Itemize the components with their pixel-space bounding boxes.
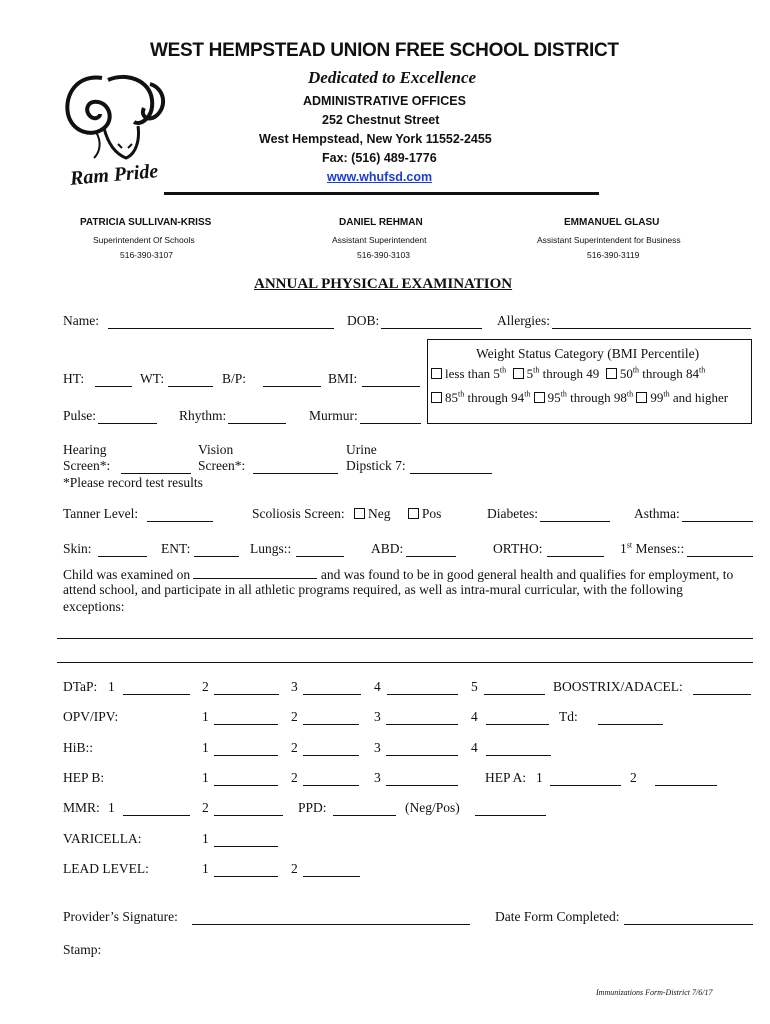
allergies-label: Allergies: (497, 313, 550, 328)
bmi-lt5-checkbox[interactable] (431, 368, 442, 379)
bmi-85-94-checkbox[interactable] (431, 392, 442, 403)
website-link[interactable]: www.whufsd.com (327, 170, 433, 184)
varicella-label: VARICELLA: (63, 831, 142, 846)
weight-row-2 (431, 390, 728, 406)
hib-1-label: 1 (202, 740, 209, 755)
opv-3-field[interactable] (386, 710, 458, 725)
bmi-field[interactable] (362, 372, 420, 387)
ent-field[interactable] (194, 542, 239, 557)
fax: Fax: (516) 489-1776 (322, 151, 437, 165)
abd-label: ABD: (371, 541, 404, 556)
street: 252 Chestnut Street (322, 113, 440, 127)
exam-line-2: attend school, and participate in all athletic programs required, as well as intra-mural curricular, with the following (63, 582, 683, 597)
hepa-2-field[interactable] (655, 771, 717, 786)
lead-2-label: 2 (291, 861, 298, 876)
staff-phone-2: 516-390-3103 (357, 250, 410, 260)
varicella-1-field[interactable] (214, 832, 278, 847)
bmi-label: BMI: (328, 371, 358, 386)
opv-1-label: 1 (202, 709, 209, 724)
lungs-field[interactable] (296, 542, 344, 557)
menses-label (620, 541, 684, 557)
menses-text: Menses:: (635, 541, 685, 556)
lead-2-field[interactable] (303, 862, 360, 877)
weight-box-title: Weight Status Category (BMI Percentile) (476, 346, 700, 361)
ram-logo (58, 66, 170, 190)
wt-label: WT: (140, 371, 165, 386)
bmi-opt3a: 50 (619, 366, 633, 381)
hepa-1-field[interactable] (550, 771, 621, 786)
staff-title-2: Assistant Superintendent (332, 235, 427, 245)
hib-3-label: 3 (374, 740, 381, 755)
dtap-4-field[interactable] (387, 680, 458, 695)
td-label: Td: (559, 709, 578, 724)
hepa-2-label: 2 (630, 770, 637, 785)
lungs-label: Lungs:: (250, 541, 292, 556)
bmi-opt1-label: less than 5 (445, 366, 500, 381)
bmi-opt2a: 5 (526, 366, 534, 381)
mmr-1-label: 1 (108, 800, 115, 815)
exam-line-3: exceptions: (63, 599, 125, 614)
dtap-5-field[interactable] (484, 680, 545, 695)
weight-row-1 (431, 366, 705, 382)
staff-title-3: Assistant Superintendent for Business (537, 235, 681, 245)
staff-phone-1: 516-390-3107 (120, 250, 173, 260)
urine-label: Urine (346, 442, 377, 457)
tanner-label: Tanner Level: (63, 506, 139, 521)
exceptions-line-1[interactable] (57, 638, 753, 639)
opv-4-field[interactable] (486, 710, 549, 725)
pulse-field[interactable] (98, 409, 157, 424)
mmr-2-field[interactable] (214, 801, 283, 816)
sup: th (524, 389, 531, 399)
hepb-1-field[interactable] (214, 771, 278, 786)
footer-note: Immunizations Form-District 7/6/17 (596, 988, 713, 997)
hib-1-field[interactable] (214, 741, 278, 756)
record-note: *Please record test results (63, 475, 203, 490)
bmi-opt4b: through 94 (467, 390, 525, 405)
bmi-50-84-checkbox[interactable] (606, 368, 617, 379)
exam-date-field[interactable] (193, 566, 317, 579)
sup: th (632, 365, 640, 375)
scoliosis-label: Scoliosis Screen: (252, 506, 345, 521)
bmi-opt5b: through 98 (570, 390, 627, 405)
bmi-opt2b: through 49 (542, 366, 600, 381)
rhythm-field[interactable] (228, 409, 286, 424)
dtap-label: DTaP: (63, 679, 98, 694)
date-completed-label: Date Form Completed: (495, 909, 620, 924)
hib-4-label: 4 (471, 740, 478, 755)
mmr-1-field[interactable] (123, 801, 190, 816)
dtap-2-label: 2 (202, 679, 209, 694)
staff-name-3: EMMANUEL GLASU (564, 217, 660, 228)
vision-label: Vision (198, 442, 234, 457)
opv-2-label: 2 (291, 709, 298, 724)
logo-text: Ram Pride (69, 160, 160, 190)
dtap-1-field[interactable] (123, 680, 190, 695)
sup: th (626, 389, 634, 399)
ortho-label: ORTHO: (493, 541, 543, 556)
sup: th (699, 365, 706, 375)
boostrix-field[interactable] (693, 680, 751, 695)
district-title: WEST HEMPSTEAD UNION FREE SCHOOL DISTRICT (150, 40, 619, 61)
urine-dipstick-label: Dipstick 7: (346, 458, 406, 473)
asthma-field[interactable] (682, 507, 753, 522)
boostrix-label: BOOSTRIX/ADACEL: (553, 679, 683, 694)
sup: th (499, 365, 507, 375)
varicella-1-label: 1 (202, 831, 209, 846)
skin-field[interactable] (98, 542, 147, 557)
hepb-3-label: 3 (374, 770, 381, 785)
ent-label: ENT: (161, 541, 191, 556)
td-field[interactable] (598, 710, 663, 725)
motto: Dedicated to Excellence (308, 68, 477, 87)
bmi-99-checkbox[interactable] (636, 392, 647, 403)
dob-field[interactable] (381, 314, 482, 329)
hib-2-label: 2 (291, 740, 298, 755)
dob-label: DOB: (347, 313, 380, 328)
opv-3-label: 3 (374, 709, 381, 724)
dtap-3-label: 3 (291, 679, 298, 694)
dtap-3-field[interactable] (303, 680, 361, 695)
menses-field[interactable] (687, 542, 753, 557)
ppd-label: PPD: (298, 800, 327, 815)
city: West Hempstead, New York 11552-2455 (259, 132, 492, 146)
sup: th (458, 389, 465, 399)
rhythm-label: Rhythm: (179, 408, 227, 423)
bp-label: B/P: (222, 371, 247, 386)
diabetes-label: Diabetes: (487, 506, 538, 521)
hepa-1-label: 1 (536, 770, 543, 785)
menses-1: 1 (620, 541, 627, 556)
lead-1-label: 1 (202, 861, 209, 876)
diabetes-field[interactable] (540, 507, 610, 522)
wt-field[interactable] (168, 372, 213, 387)
opv-2-field[interactable] (303, 710, 359, 725)
allergies-field[interactable] (552, 314, 751, 329)
hib-4-field[interactable] (486, 741, 551, 756)
ortho-field[interactable] (547, 542, 604, 557)
bmi-opt4a: 85 (445, 390, 458, 405)
vision-field[interactable] (253, 459, 338, 474)
scoliosis-pos-checkbox[interactable] (408, 508, 419, 519)
tanner-field[interactable] (147, 507, 213, 522)
mmr-2-label: 2 (202, 800, 209, 815)
vision-screen-label: Screen*: (198, 458, 246, 473)
signature-label: Provider’s Signature: (63, 909, 178, 924)
exam-text-a: Child was examined on (63, 567, 191, 582)
hepb-label: HEP B: (63, 770, 105, 785)
hib-2-field[interactable] (303, 741, 359, 756)
sup: th (533, 365, 540, 375)
negpos-field[interactable] (475, 801, 546, 816)
bmi-opt6a: 99 (650, 390, 664, 405)
opv-4-label: 4 (471, 709, 478, 724)
form-title: ANNUAL PHYSICAL EXAMINATION (254, 276, 513, 292)
hearing-label: Hearing (63, 442, 107, 457)
dtap-5-label: 5 (471, 679, 478, 694)
dtap-1-label: 1 (108, 679, 115, 694)
sup: th (560, 389, 567, 399)
exceptions-line-2[interactable] (57, 662, 753, 663)
bmi-opt5a: 95 (547, 390, 561, 405)
hepa-label: HEP A: (485, 770, 527, 785)
stamp-label: Stamp: (63, 942, 102, 957)
signature-field[interactable] (192, 910, 470, 925)
dtap-4-label: 4 (374, 679, 381, 694)
abd-field[interactable] (406, 542, 456, 557)
bp-field[interactable] (263, 372, 321, 387)
hepb-2-label: 2 (291, 770, 298, 785)
scoliosis-neg-checkbox[interactable] (354, 508, 365, 519)
sup: st (626, 540, 633, 550)
staff-name-1: PATRICIA SULLIVAN-KRISS (80, 217, 212, 228)
lead-1-field[interactable] (214, 862, 278, 877)
pos-label: Pos (421, 506, 442, 521)
bmi-5-49-checkbox[interactable] (513, 368, 524, 379)
opv-label: OPV/IPV: (63, 709, 119, 724)
header-divider (164, 192, 599, 195)
hepb-2-field[interactable] (303, 771, 359, 786)
lead-label: LEAD LEVEL: (63, 861, 149, 876)
opv-1-field[interactable] (214, 710, 278, 725)
date-completed-field[interactable] (624, 910, 753, 925)
bmi-95-98-checkbox[interactable] (534, 392, 545, 403)
pulse-label: Pulse: (63, 408, 97, 423)
sup: th (663, 389, 670, 399)
negpos-label: (Neg/Pos) (405, 800, 460, 815)
name-label: Name: (63, 313, 99, 328)
asthma-label: Asthma: (634, 506, 680, 521)
scoliosis-row (252, 506, 441, 522)
hib-3-field[interactable] (386, 741, 458, 756)
ppd-field[interactable] (333, 801, 396, 816)
hearing-field[interactable] (121, 459, 191, 474)
exam-line-1 (63, 566, 733, 583)
hib-label: HiB:: (63, 740, 94, 755)
office-title: ADMINISTRATIVE OFFICES (303, 94, 466, 108)
staff-phone-3: 516-390-3119 (587, 250, 640, 260)
bmi-opt3b: through 84 (642, 366, 699, 381)
dtap-2-field[interactable] (214, 680, 279, 695)
mmr-label: MMR: (63, 800, 100, 815)
bmi-opt6b: and higher (672, 390, 729, 405)
staff-name-2: DANIEL REHMAN (339, 217, 423, 228)
ht-field[interactable] (95, 372, 132, 387)
staff-title-1: Superintendent Of Schools (93, 235, 195, 245)
neg-label: Neg (368, 506, 391, 521)
hearing-screen-label: Screen*: (63, 458, 111, 473)
hepb-1-label: 1 (202, 770, 209, 785)
murmur-label: Murmur: (309, 408, 358, 423)
urine-field[interactable] (410, 459, 492, 474)
ht-label: HT: (63, 371, 85, 386)
hepb-3-field[interactable] (386, 771, 458, 786)
murmur-field[interactable] (360, 409, 421, 424)
name-field[interactable] (108, 314, 334, 329)
skin-label: Skin: (63, 541, 92, 556)
exam-text-b: and was found to be in good general health and qualifies for employment, to (320, 567, 734, 582)
